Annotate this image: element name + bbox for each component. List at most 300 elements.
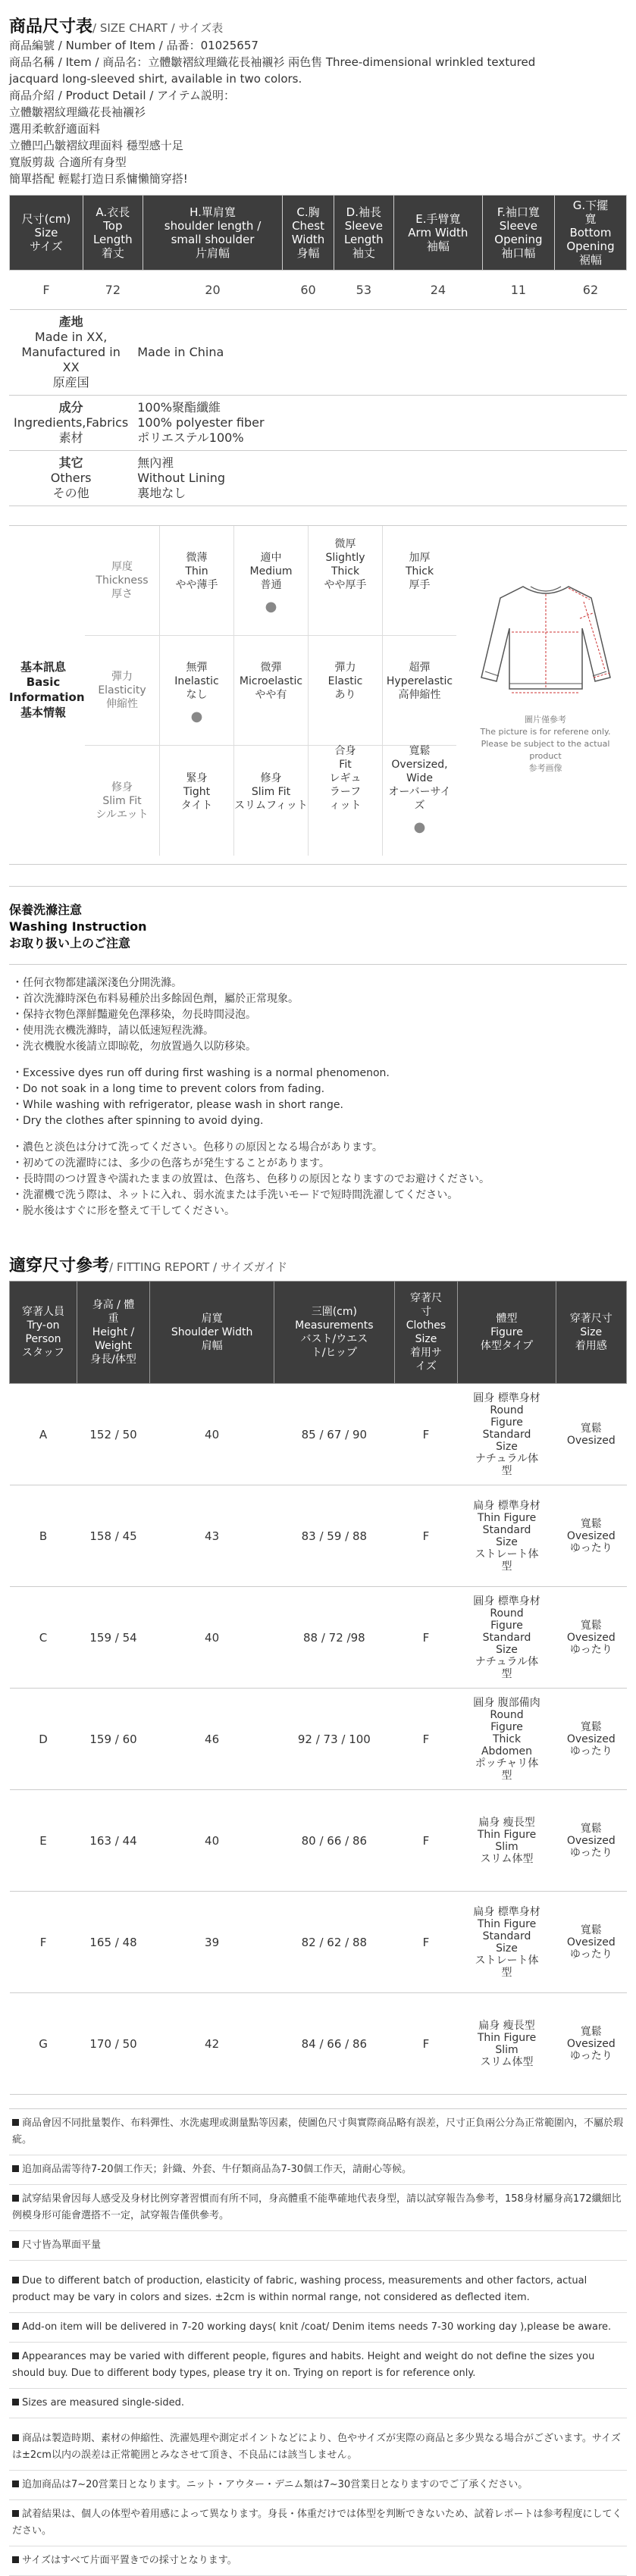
size-header-line: F.袖口寬 xyxy=(497,205,540,219)
washing-line: ・初めての洗濯時には、多少の色落ちが発生することがあります。 xyxy=(12,1157,330,1169)
size-cell: 60 xyxy=(283,271,334,310)
size-cell: 72 xyxy=(83,271,143,310)
basic-option-line: レギュ xyxy=(329,772,362,784)
selected-dot-icon: ● xyxy=(265,599,277,615)
product-info-line: 選用柔軟舒適面料 xyxy=(9,122,101,136)
washing-line: ・濃色と淡色は分けて洗ってください。色移りの原因となる場合があります。 xyxy=(12,1141,383,1153)
figure-line: 扁身 標準身材 xyxy=(473,1499,540,1512)
washing-title xyxy=(9,902,627,952)
basic-option xyxy=(233,746,308,856)
basic-option-text xyxy=(329,744,362,812)
fit-line: ゆったり xyxy=(569,1643,613,1656)
basic-option-line: 無彈 xyxy=(186,662,208,674)
size-chart-subtitle: / SIZE CHART / サイズ表 xyxy=(92,21,224,35)
size-header-line: Width xyxy=(291,233,325,246)
size-header-line: Chest xyxy=(292,219,324,233)
fitting-header-line: 穿著尺寸 xyxy=(569,1313,613,1325)
bullet-square-icon xyxy=(12,2195,19,2202)
selected-dot-icon: ● xyxy=(413,818,426,835)
header-section xyxy=(0,0,636,190)
basic-option-line: 加厚 xyxy=(409,552,431,564)
figure-line: Slim xyxy=(495,2043,519,2056)
figure-line: Size xyxy=(496,1942,518,1955)
basic-option xyxy=(382,636,456,745)
fabric-label-line: その他 xyxy=(52,486,89,500)
clothes-size: F xyxy=(394,1587,458,1689)
fabric-label-line: 原産国 xyxy=(52,375,89,390)
fabric-value-line: 100%聚酯纖維 xyxy=(137,400,221,415)
try-on-person: D xyxy=(10,1689,77,1790)
basic-category-line: 修身 xyxy=(111,781,133,793)
measurements: 88 / 72 /98 xyxy=(274,1587,394,1689)
fit-line: 寬鬆 xyxy=(580,1422,602,1435)
figure-line: Standard xyxy=(482,1428,531,1441)
figure-line: ナチュラル体 xyxy=(475,1655,539,1668)
note-item xyxy=(9,2389,627,2418)
fabric-row xyxy=(9,396,627,451)
basic-option xyxy=(159,526,233,635)
fit-feel xyxy=(556,1485,626,1587)
basic-category-line: Thickness xyxy=(96,574,149,587)
washing-line: ・While washing with refrigerator, please wash in short range. xyxy=(12,1099,343,1111)
basic-option-line: Elastic xyxy=(327,675,363,687)
basic-option-line: オーバーサイ xyxy=(388,785,451,798)
note-item xyxy=(9,2109,627,2155)
basic-option xyxy=(159,746,233,856)
basic-option-line: Oversized, xyxy=(391,758,448,771)
basic-label-line: Information xyxy=(9,690,85,704)
basic-option-line: 適中 xyxy=(260,552,282,564)
basic-option-line: Inelastic xyxy=(174,675,219,687)
figure-type xyxy=(458,1689,556,1790)
basic-option-line: Medium xyxy=(249,565,293,577)
size-header-line: Length xyxy=(92,233,133,246)
fabric-row xyxy=(9,310,627,396)
size-header-line: 片肩幅 xyxy=(196,246,230,260)
fit-line: Ovesized xyxy=(566,1834,616,1847)
figure-line: Size xyxy=(496,1643,518,1656)
fitting-column-header xyxy=(10,1282,77,1384)
shoulder-width: 46 xyxy=(150,1689,274,1790)
figure-line: 扁身 瘦長型 xyxy=(478,2019,535,2032)
figure-line: ナチュラル体 xyxy=(475,1452,539,1465)
basic-option-text xyxy=(174,649,218,702)
height-weight: 159 / 54 xyxy=(77,1587,150,1689)
size-header-line: E.手臂寬 xyxy=(415,212,461,226)
size-column-header xyxy=(143,196,282,271)
fit-line: 寬鬆 xyxy=(580,1720,602,1733)
try-on-person: F xyxy=(10,1892,77,1993)
figure-line: 型 xyxy=(501,1560,512,1573)
basic-option xyxy=(308,526,382,635)
fit-feel xyxy=(556,1587,626,1689)
fitting-header-line: Person xyxy=(25,1333,61,1345)
try-on-person: B xyxy=(10,1485,77,1587)
fitting-header-line: 穿著人員 xyxy=(22,1306,65,1318)
size-header-line: Top xyxy=(103,219,123,233)
basic-category xyxy=(85,526,159,635)
size-column-header xyxy=(283,196,334,271)
basic-info-label xyxy=(9,659,85,720)
fabric-table xyxy=(9,310,627,506)
basic-option-line: Thick xyxy=(405,565,434,577)
size-header-line: shoulder length / xyxy=(164,219,262,233)
fitting-header-line: Measurements xyxy=(295,1319,374,1332)
diagram-note xyxy=(464,714,627,775)
size-header-line: 袖丈 xyxy=(352,246,375,260)
fit-line: Ovesized xyxy=(566,1434,616,1447)
fit-line: Ovesized xyxy=(566,2037,616,2050)
bullet-square-icon xyxy=(12,2352,19,2359)
fabric-value-line: 裏地なし xyxy=(137,486,186,500)
size-column-header xyxy=(10,196,83,271)
diagram-note-line: 圖片僅參考 xyxy=(525,715,566,725)
fit-feel xyxy=(556,1384,626,1485)
basic-option-text xyxy=(176,539,218,592)
basic-option-line: なし xyxy=(186,689,208,701)
basic-option-line: 普通 xyxy=(260,579,282,591)
figure-line: Thick xyxy=(492,1732,522,1745)
fitting-table xyxy=(9,1281,627,2095)
size-header-line: 裾幅 xyxy=(578,253,602,267)
bullet-square-icon xyxy=(12,2434,19,2441)
fitting-header-line: Weight xyxy=(95,1340,132,1352)
product-info-line: 商品介紹 / Product Detail / アイテム説明： xyxy=(9,89,235,102)
basic-category xyxy=(85,636,159,745)
fitting-subtitle: / FITTING REPORT / サイズガイド xyxy=(109,1260,288,1274)
note-text: 試着結果は、個人の体型や着用感によって異なります。身長・体重だけでは体型を判断できないため、試着レポートは参考程度にしてください。 xyxy=(12,2509,622,2537)
basic-option-text xyxy=(240,649,302,702)
note-item xyxy=(9,2155,627,2185)
measurements: 84 / 66 / 86 xyxy=(274,1993,394,2095)
fabric-label xyxy=(9,451,133,506)
fitting-row xyxy=(10,1485,627,1587)
figure-type xyxy=(458,1485,556,1587)
basic-option-line: 超彈 xyxy=(409,662,431,674)
basic-option-text xyxy=(388,744,451,812)
washing-line: ・使用洗衣機洗滌時，請以低速短程洗滌。 xyxy=(12,1025,214,1037)
fitting-column-header xyxy=(274,1282,394,1384)
bullet-square-icon xyxy=(12,2165,19,2172)
fitting-header-line: Size xyxy=(415,1333,437,1345)
size-header-line: G.下擺 xyxy=(572,199,609,212)
clothes-size: F xyxy=(394,1485,458,1587)
measurements: 82 / 62 / 88 xyxy=(274,1892,394,1993)
fabric-value-line: ポリエステル100% xyxy=(137,430,244,445)
size-cell: 53 xyxy=(334,271,393,310)
washing-title-line: 保養洗滌注意 xyxy=(9,903,83,917)
fitting-header-line: バスト/ウエス xyxy=(300,1333,368,1345)
size-cell: 24 xyxy=(393,271,482,310)
shoulder-width: 40 xyxy=(150,1790,274,1892)
diagram-note-line: product xyxy=(529,751,562,761)
fitting-header-line: 着用感 xyxy=(575,1340,607,1352)
figure-line: Size xyxy=(496,1440,518,1453)
fit-line: ゆったり xyxy=(569,1745,613,1758)
note-text: 商品は製造時期、素材の伸縮性、洗濯処理や測定ポイントなどにより、色やサイズが実際の商品と多少異なる場合がございます。サイズは±2cm以内の誤差は正常範囲とみなさせて頂き、不良品には該当しません。 xyxy=(12,2433,621,2461)
fabric-label xyxy=(9,396,133,451)
fabric-value-line: Made in China xyxy=(137,345,224,359)
fitting-row xyxy=(10,1689,627,1790)
fitting-row xyxy=(10,1993,627,2095)
garment-diagram xyxy=(464,556,627,859)
figure-line: Thin Figure xyxy=(477,1828,537,1841)
bullet-square-icon xyxy=(12,2119,19,2126)
basic-option xyxy=(233,636,308,745)
size-header-line: small shoulder xyxy=(171,233,255,246)
figure-line: スリム体型 xyxy=(480,2055,534,2068)
clothes-size: F xyxy=(394,1790,458,1892)
note-item xyxy=(9,2231,627,2261)
note-item xyxy=(9,2500,627,2546)
fitting-header-line: Figure xyxy=(490,1326,523,1338)
basic-option xyxy=(308,746,382,856)
figure-line: Round xyxy=(490,1404,524,1416)
washing-title-line: お取り扱い上のご注意 xyxy=(9,936,131,950)
basic-category-line: 伸縮性 xyxy=(106,698,138,710)
fitting-column-header xyxy=(394,1282,458,1384)
clothes-size: F xyxy=(394,1689,458,1790)
fitting-header-line: 身高 / 體 xyxy=(92,1299,135,1311)
figure-line: Thin Figure xyxy=(477,2031,537,2044)
basic-option-line: やや厚手 xyxy=(324,579,367,591)
basic-option-line: Slightly xyxy=(325,552,365,564)
figure-line: 圓身 標準身材 xyxy=(473,1391,540,1404)
size-header-line: 尺寸(cm) xyxy=(21,212,71,226)
fitting-header-line: 肩寬 xyxy=(201,1313,223,1325)
basic-option-line: 微厚 xyxy=(334,538,356,550)
basic-option-line: タイト xyxy=(180,799,213,812)
fitting-header-line: 身長/体型 xyxy=(90,1354,136,1366)
basic-option xyxy=(233,526,308,635)
size-column-header xyxy=(554,196,626,271)
size-header-line: Sleeve xyxy=(499,219,538,233)
fitting-header-line: ト/ヒップ xyxy=(311,1347,357,1359)
basic-label-line: Basic xyxy=(26,675,61,689)
fitting-header-line: 肩幅 xyxy=(201,1340,223,1352)
fitting-header-line: イズ xyxy=(415,1360,437,1373)
bullet-square-icon xyxy=(12,2481,19,2487)
fit-feel xyxy=(556,1689,626,1790)
note-item xyxy=(9,2424,627,2471)
basic-option-line: 微薄 xyxy=(186,552,208,564)
product-info-line: 立體皺褶紋理織花長袖襯衫 xyxy=(9,105,146,119)
fitting-header-line: 體型 xyxy=(496,1313,518,1325)
size-column-header xyxy=(393,196,482,271)
basic-option-line: 合身 xyxy=(334,744,356,757)
basic-option-line: Thick xyxy=(331,565,360,577)
basic-option-line: ズ xyxy=(414,799,425,812)
fitting-column-header xyxy=(150,1282,274,1384)
figure-type xyxy=(458,1892,556,1993)
note-item xyxy=(9,2313,627,2343)
fitting-header-line: Height / xyxy=(92,1326,135,1338)
bullet-square-icon xyxy=(12,2323,19,2330)
figure-line: Standard xyxy=(482,1523,531,1536)
fabric-value xyxy=(133,396,627,451)
washing-line: ・Dry the clothes after spinning to avoid dying. xyxy=(12,1115,264,1127)
figure-line: Thin Figure xyxy=(477,1917,537,1930)
washing-line: ・脱水後はすぐに形を整えて干してください。 xyxy=(12,1205,235,1217)
note-item xyxy=(9,2471,627,2500)
measurements: 83 / 59 / 88 xyxy=(274,1485,394,1587)
basic-option xyxy=(382,746,456,856)
fit-line: Ovesized xyxy=(566,1631,616,1644)
note-text: 追加商品需等待7-20個工作天；針織、外套、牛仔類商品為7-30個工作天，請耐心等候。 xyxy=(22,2164,412,2175)
fit-feel xyxy=(556,1892,626,1993)
basic-option-line: 厚手 xyxy=(409,579,431,591)
washing-instructions xyxy=(9,964,627,1229)
fitting-column-header xyxy=(458,1282,556,1384)
size-chart-title: 商品尺寸表/ SIZE CHART / サイズ表 xyxy=(9,17,224,36)
basic-option-line: やや有 xyxy=(255,689,287,701)
size-cell: F xyxy=(10,271,83,310)
fabric-label-line: XX xyxy=(62,360,80,374)
fitting-header-line: 寸 xyxy=(420,1306,431,1318)
figure-line: Figure xyxy=(490,1416,523,1429)
clothes-size: F xyxy=(394,1384,458,1485)
fit-line: ゆったり xyxy=(569,1542,613,1554)
fitting-header-line: Try-on xyxy=(27,1319,60,1332)
fitting-header-line: 着用サ xyxy=(409,1347,442,1359)
basic-label-line: 基本情報 xyxy=(20,706,66,719)
fabric-label-line: 素材 xyxy=(58,430,83,445)
size-header-line: Bottom xyxy=(569,226,612,239)
basic-option-line: Microelastic xyxy=(239,675,303,687)
basic-information xyxy=(9,525,627,865)
note-item xyxy=(9,2343,627,2389)
size-column-header xyxy=(334,196,393,271)
measurements: 92 / 73 / 100 xyxy=(274,1689,394,1790)
figure-line: Standard xyxy=(482,1631,531,1644)
figure-line: ストレート体 xyxy=(475,1954,539,1967)
fitting-column-header xyxy=(77,1282,150,1384)
figure-line: Figure xyxy=(490,1619,523,1632)
basic-option-line: Hyperelastic xyxy=(386,675,453,687)
note-text: 追加商品は7~20営業日となります。ニット・アウター・デニム類は7~30営業日となりますのでご了承ください。 xyxy=(22,2479,528,2490)
washing-line: ・首次洗滌時深色布料易種於出多餘固色劑，屬於正常現象。 xyxy=(12,993,299,1005)
basic-category-line: シルエット xyxy=(96,808,149,821)
figure-line: 型 xyxy=(501,1667,512,1680)
figure-type xyxy=(458,1384,556,1485)
basic-option-line: 彈力 xyxy=(334,662,356,674)
try-on-person: G xyxy=(10,1993,77,2095)
basic-category-line: 厚度 xyxy=(111,561,133,573)
fitting-row xyxy=(10,1384,627,1485)
fitting-header-line: 三圍(cm) xyxy=(311,1306,357,1318)
diagram-note-line: Please be subject to the actual xyxy=(481,739,610,749)
size-cell: 11 xyxy=(482,271,554,310)
figure-line: Round xyxy=(490,1708,524,1721)
fit-line: ゆったり xyxy=(569,1948,613,1961)
figure-line: スリム体型 xyxy=(480,1852,534,1865)
figure-line: 圓身 標準身材 xyxy=(473,1595,540,1607)
fit-line: Ovesized xyxy=(566,1936,616,1948)
figure-line: 扁身 瘦長型 xyxy=(478,1816,535,1829)
washing-section xyxy=(9,886,627,1229)
basic-category-line: 彈力 xyxy=(111,671,133,683)
washing-line: ・長時間のつけ置きや濡れたままの放置は、色落ち、色移りの原因となりますのでお避けください。 xyxy=(12,1173,490,1185)
fitting-column-header xyxy=(556,1282,626,1384)
basic-option-line: Slim Fit xyxy=(251,785,291,798)
sweater-diagram-icon xyxy=(470,556,622,708)
product-info-line: jacquard long-sleeved shirt, available in two colors. xyxy=(9,72,302,86)
size-header-line: Sleeve xyxy=(344,219,383,233)
basic-category xyxy=(85,746,159,856)
figure-type xyxy=(458,1790,556,1892)
diagram-note-line: The picture is for referene only. xyxy=(480,727,611,737)
size-header-line: 着丈 xyxy=(101,246,124,260)
fabric-value xyxy=(133,451,627,506)
fitting-title: 適穿尺寸參考/ FITTING REPORT / サイズガイド xyxy=(9,1257,288,1275)
washing-line: ・任何衣物都建議深淺色分開洗滌。 xyxy=(12,977,182,989)
basic-category-line: Slim Fit xyxy=(102,794,142,807)
basic-option-line: スリムフィット xyxy=(234,799,308,812)
product-info-line: 立體凹凸皺褶紋理面料 穩型感十足 xyxy=(9,139,183,152)
fit-line: ゆったり xyxy=(569,2049,613,2062)
note-item xyxy=(9,2267,627,2313)
figure-line: 型 xyxy=(501,1464,512,1477)
size-header-line: Opening xyxy=(494,233,543,246)
basic-option-text xyxy=(406,539,434,592)
basic-info-grid xyxy=(85,526,456,856)
fabric-value xyxy=(133,310,627,396)
basic-option-line: Tight xyxy=(183,785,211,798)
size-header-line: Size xyxy=(34,226,58,239)
figure-type xyxy=(458,1993,556,2095)
height-weight: 159 / 60 xyxy=(77,1689,150,1790)
height-weight: 170 / 50 xyxy=(77,1993,150,2095)
fabric-label-line: Ingredients,Fabrics xyxy=(14,415,129,430)
bullet-square-icon xyxy=(12,2241,19,2248)
basic-option-line: Fit xyxy=(339,758,352,771)
fitting-header-line: Clothes xyxy=(406,1319,446,1332)
size-cell: 62 xyxy=(554,271,626,310)
fabric-row xyxy=(9,451,627,506)
figure-line: Round xyxy=(490,1607,524,1620)
fit-line: Ovesized xyxy=(566,1529,616,1542)
fabric-label-line: Made in XX, xyxy=(34,330,108,344)
notes-section xyxy=(9,2108,627,2576)
size-header-line: 袖幅 xyxy=(426,239,450,253)
product-info-line: 商品名稱 / Item / 商品名：立體皺褶紋理織花長袖襯衫 兩色售 Three-dimensional wrinkled textured xyxy=(9,55,536,69)
fabric-label-line: Manufactured in xyxy=(21,345,121,359)
fabric-value-line: 100% polyester fiber xyxy=(137,415,265,430)
basic-label-line: 基本訊息 xyxy=(20,660,66,674)
fit-feel xyxy=(556,1993,626,2095)
basic-option xyxy=(382,526,456,635)
clothes-size: F xyxy=(394,1892,458,1993)
figure-line: 型 xyxy=(501,1769,512,1782)
note-text: サイズはすべて片面平置きでの採寸となります。 xyxy=(22,2555,237,2566)
note-text: Sizes are measured single-sided. xyxy=(22,2397,185,2409)
measurements: 85 / 67 / 90 xyxy=(274,1384,394,1485)
bullet-square-icon xyxy=(12,2277,19,2283)
shoulder-width: 43 xyxy=(150,1485,274,1587)
notes-gap xyxy=(9,2418,627,2424)
note-text: Due to different batch of production, elasticity of fabric, washing process, measurements and other factors, actual product may be vary in colors and sizes. ±2cm is within normal range, not considered as deflected item. xyxy=(12,2275,587,2303)
note-text: Add-on item will be delivered in 7-20 working days( knit /coat/ Denim items needs 7-30 working day ),please be aware. xyxy=(22,2321,612,2333)
fitting-row xyxy=(10,1790,627,1892)
basic-option-text xyxy=(324,539,367,592)
size-header-line: 身幅 xyxy=(296,246,320,260)
fit-line: 寬鬆 xyxy=(580,1923,602,1936)
washing-gap xyxy=(12,1055,624,1066)
fabric-value-line: Without Lining xyxy=(137,471,226,485)
fit-line: ゆったり xyxy=(569,1846,613,1859)
washing-gap xyxy=(12,1129,624,1140)
size-header-line: H.單肩寬 xyxy=(190,205,236,219)
